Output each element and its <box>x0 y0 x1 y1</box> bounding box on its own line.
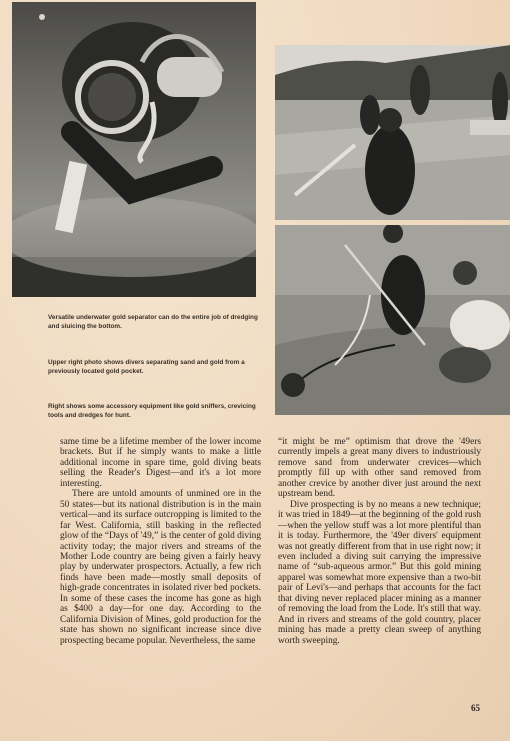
photo-underwater-gold-separator <box>12 2 256 297</box>
caption-right-photo: Right shows some accessory equipment like gold sniffers, crevicing tools and dredges for hunt. <box>48 403 256 419</box>
article-column-left <box>60 437 261 646</box>
article-column-right <box>278 437 481 646</box>
article-paragraph: Dive prospecting is by no means a new technique; it was tried in 1849—at the beginning of the gold rush—when the yellow stuff was a lot more plentiful than it is today. Furthermore, the '49er divers' equipment was not greatly different from that in use right now; it even included a diving suit carrying the impressive name of “sub-aqueous armor.” But this gold mining apparel was somewhat more expensive than a two-bit pair of Levi's—and perhaps that accounts for the fact that diving never replaced placer mining as a manner of removing the load from the Lode. It's still that way. And in rivers and streams of the gold country, placer mining has made a pretty clean sweep of anything worth sweeping. <box>278 499 481 646</box>
page-number: 65 <box>471 703 480 713</box>
photo-divers-separating-sand <box>275 45 510 220</box>
caption-upper-right-photo: Upper right photo shows divers separating sand and gold from a previously located gold pocket. <box>48 359 245 375</box>
photo-accessory-equipment <box>275 225 510 415</box>
article-paragraph: There are untold amounts of unmined ore in the 50 states—but its national distribution is in the main vertical—and its surface outcropping is limited to the far West. California, still basking in the reflected glow of the “Days of '49,” is the center of gold diving activity today; the major rivers and streams of the Mother Lode country are being given a fairly heavy play by underwater prospectors. Actually, a few rich finds have been made—mostly small deposits of high-grade concentrates in isolated river bed pockets. In some of these cases the income has gone as high as $400 a day—for one day. According to the California Division of Mines, gold production for the state has shown no significant increase since dive prospecting became popular. Nevertheless, the same <box>60 489 261 646</box>
article-paragraph: “it might be me” optimism that drove the '49ers currently impels a great many divers to industriously remove sand from underwater crevices—which promptly fill up with other sand removed from another crevice by another diver just around the next upstream bend. <box>278 437 481 500</box>
article-paragraph: same time be a lifetime member of the lower income brackets. But if he simply wants to make a little additional income in spare time, gold diving beats selling the Reader's Digest—and it's a lot more interesting. <box>60 437 261 489</box>
caption-gold-separator: Versatile underwater gold separator can do the entire job of dredging and sluicing the bottom. <box>48 314 258 330</box>
